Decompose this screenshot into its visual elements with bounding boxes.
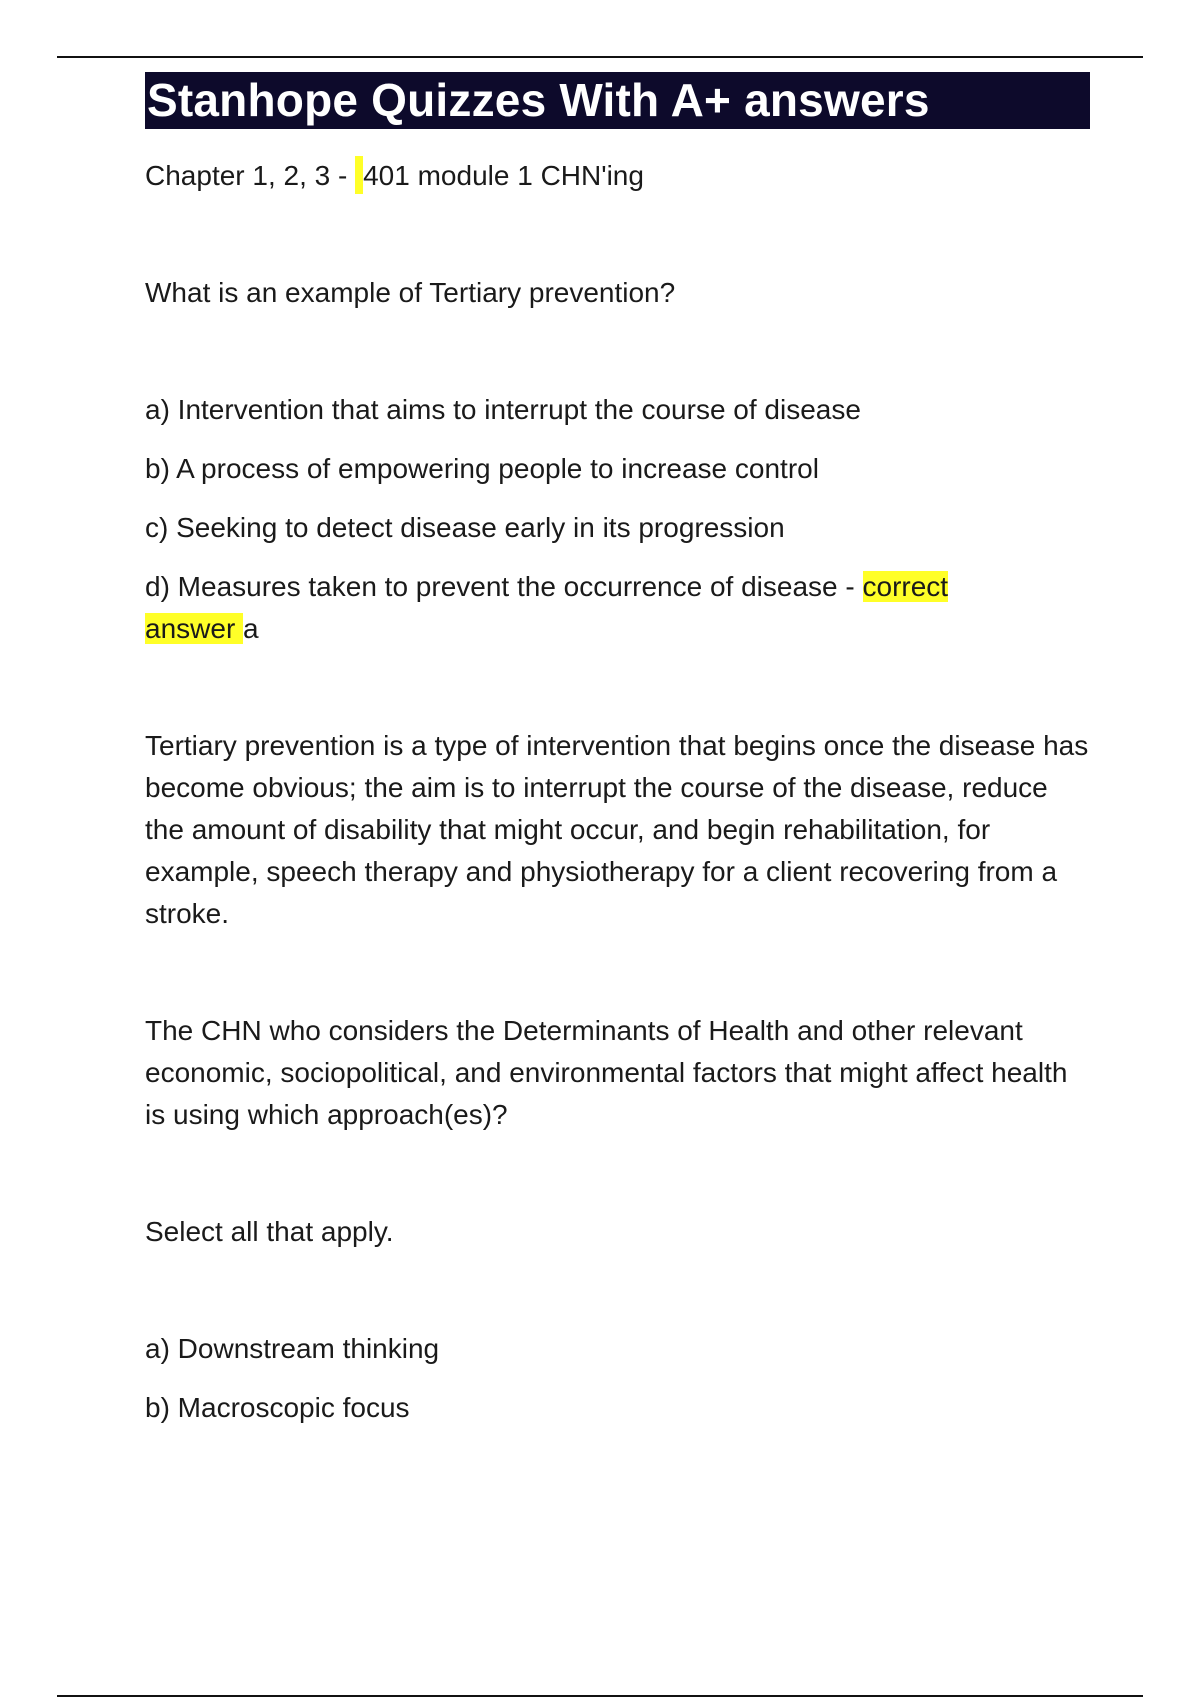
question-2-option-b: b) Macroscopic focus bbox=[145, 1392, 410, 1423]
subtitle-prefix: Chapter 1, 2, 3 - bbox=[145, 160, 356, 191]
question-1-option-d bbox=[145, 566, 1090, 650]
question-1-option-c: c) Seeking to detect disease early in its progression bbox=[145, 512, 785, 543]
question-1-option-b: b) A process of empowering people to increase control bbox=[145, 453, 819, 484]
top-rule bbox=[57, 56, 1143, 58]
document-body bbox=[145, 72, 1090, 1429]
question-1-option-a: a) Intervention that aims to interrupt the course of disease bbox=[145, 394, 861, 425]
question-2-option-a: a) Downstream thinking bbox=[145, 1333, 440, 1364]
document-title: Stanhope Quizzes With A+ answers bbox=[145, 72, 1090, 129]
bottom-rule bbox=[57, 1695, 1143, 1697]
document-subtitle bbox=[145, 155, 1090, 197]
option-d-text: d) Measures taken to prevent the occurrence of disease - bbox=[145, 571, 863, 602]
correct-answer-label-1: correct bbox=[862, 571, 949, 602]
subtitle-rest: 401 module 1 CHN'ing bbox=[363, 160, 644, 191]
highlight-mark bbox=[355, 156, 363, 194]
correct-answer-value: a bbox=[243, 613, 259, 644]
correct-answer-label-2: answer bbox=[145, 613, 244, 644]
question-2-text: The CHN who considers the Determinants of Health and other relevant economic, sociopolitical, and environmental factors that might affect health is using which approach(es)? bbox=[145, 1015, 1068, 1130]
question-2-instruction: Select all that apply. bbox=[145, 1216, 394, 1247]
question-1-text: What is an example of Tertiary prevention? bbox=[145, 277, 676, 308]
question-1-explanation: Tertiary prevention is a type of intervention that begins once the disease has become obvious; the aim is to interrupt the course of the disease, reduce the amount of disability that might occur, and begin rehabilitation, for example, speech therapy and physiotherapy for a client recovering from a stroke. bbox=[145, 730, 1089, 929]
